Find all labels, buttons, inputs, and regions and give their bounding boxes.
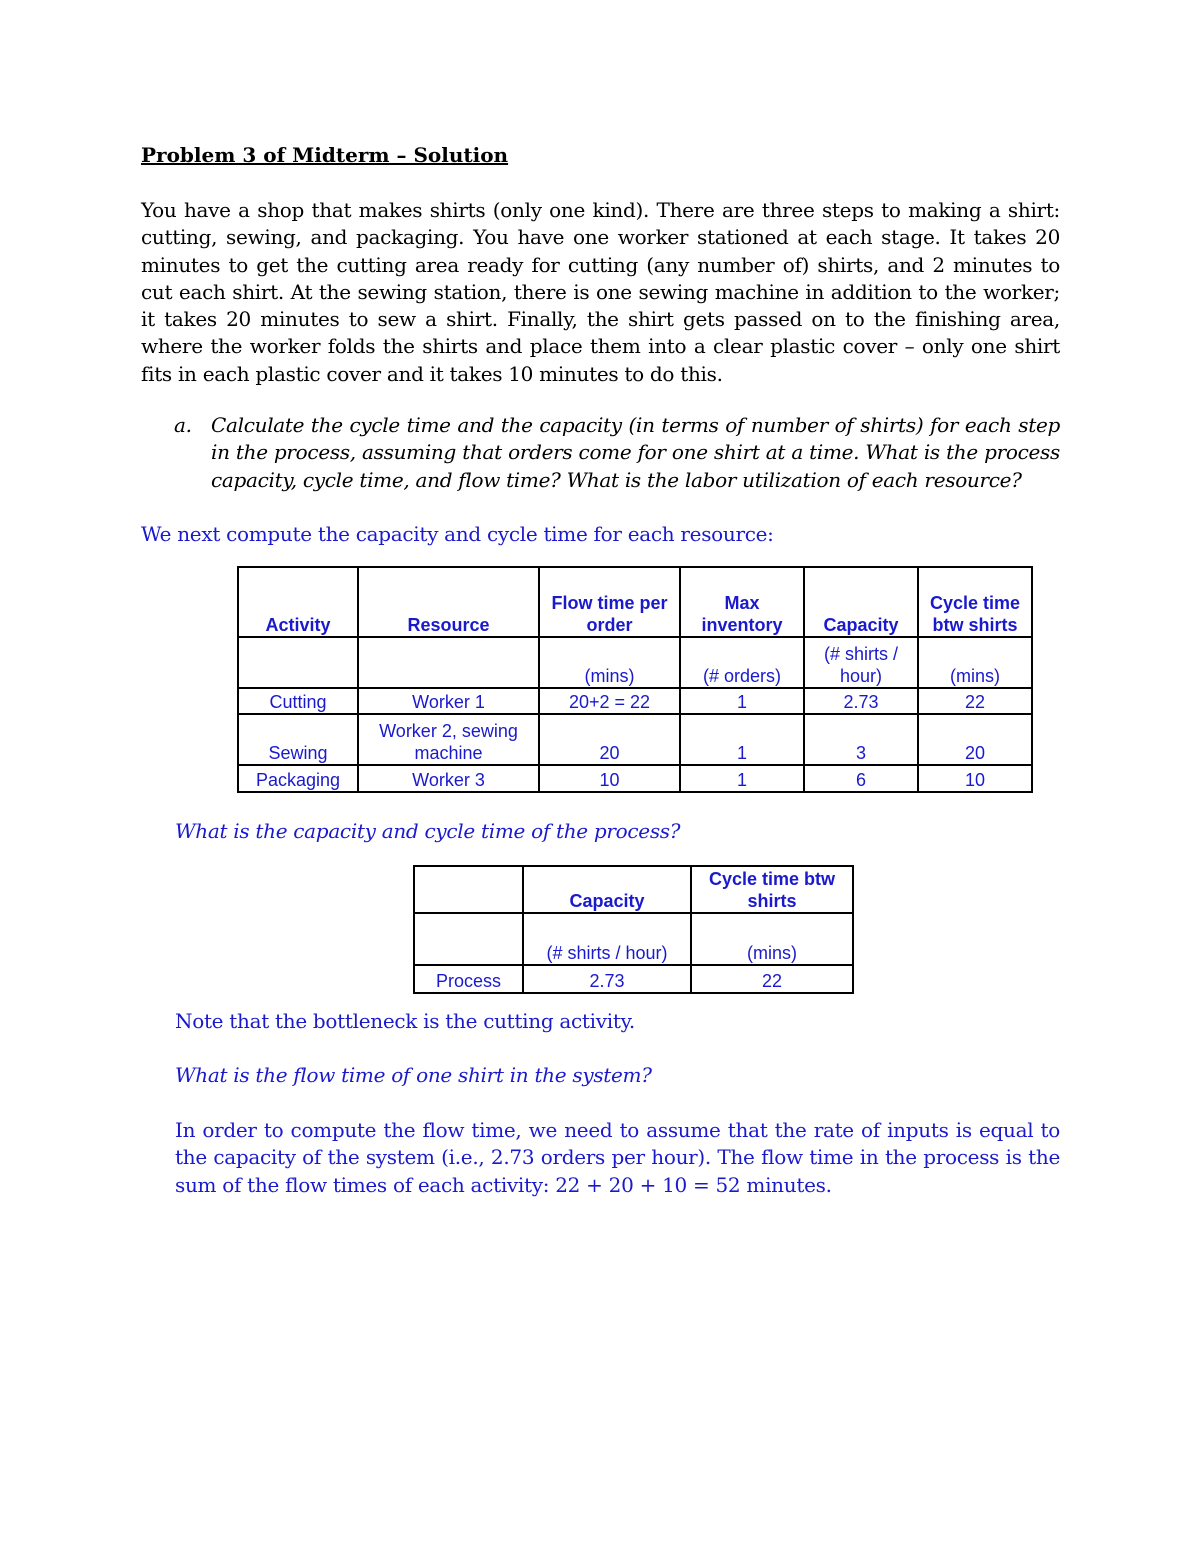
cell: 20 <box>539 714 680 765</box>
table-row <box>238 688 1032 714</box>
cell: Worker 3 <box>358 765 539 792</box>
cell: 10 <box>918 765 1032 792</box>
cell: Worker 2, sewing machine <box>358 714 539 765</box>
cell: 2.73 <box>523 965 691 993</box>
unit-cell <box>238 637 358 688</box>
header-capacity: Capacity <box>523 866 691 913</box>
problem-statement: You have a shop that makes shirts (only one kind). There are three steps to making a shirt: cutting, sewing, and packaging. You have one worker stationed at each stage. It takes 20 minutes to get the cutting area ready for cutting (any number of) shirts, and 2 minutes to cut each shirt. At the sewing station, there is one sewing machine in addition to the worker; it takes 20 minutes to sew a shirt. Finally, the shirt gets passed on to the finishing area, where the worker folds the shirts and place them into a clear plastic cover – only one shirt fits in each plastic cover and it takes 10 minutes to do this. <box>141 198 1060 386</box>
question-process-capacity: What is the capacity and cycle time of the process? <box>175 819 681 843</box>
unit-cell: (# orders) <box>680 637 804 688</box>
answer-intro: We next compute the capacity and cycle time for each resource: <box>141 522 774 546</box>
unit-cell: (mins) <box>918 637 1032 688</box>
table-row <box>238 714 1032 765</box>
header-activity: Activity <box>238 567 358 637</box>
table-row <box>238 765 1032 792</box>
unit-cell: (# shirts / hour) <box>523 913 691 965</box>
cell: 6 <box>804 765 918 792</box>
cell: 3 <box>804 714 918 765</box>
header-capacity: Capacity <box>804 567 918 637</box>
unit-cell: (# shirts / hour) <box>804 637 918 688</box>
header-flow-time: Flow time per order <box>539 567 680 637</box>
cell: 20 <box>918 714 1032 765</box>
cell: Worker 1 <box>358 688 539 714</box>
unit-cell <box>414 913 523 965</box>
cell: 22 <box>691 965 853 993</box>
cell: 1 <box>680 714 804 765</box>
cell: Packaging <box>238 765 358 792</box>
page-title: Problem 3 of Midterm – Solution <box>141 143 509 167</box>
header-blank <box>414 866 523 913</box>
question-a <box>174 412 1060 494</box>
header-resource: Resource <box>358 567 539 637</box>
cell: 20+2 = 22 <box>539 688 680 714</box>
header-max-inventory: Max inventory <box>680 567 804 637</box>
cell: Process <box>414 965 523 993</box>
question-a-marker: a. <box>174 413 192 437</box>
flow-time-answer: In order to compute the flow time, we need to assume that the rate of inputs is equal to the capacity of the system (i.e., 2.73 orders per hour). The flow time in the process is the sum of the flow times of each activity: 22 + 20 + 10 = 52 minutes. <box>175 1118 1060 1197</box>
cell: 1 <box>680 765 804 792</box>
table-row <box>414 965 853 993</box>
cell: Sewing <box>238 714 358 765</box>
question-a-text: Calculate the cycle time and the capacity (in terms of number of shirts) for each step in the process, assuming that orders come for one shirt at a time. What is the process capacity, cycle time, and flow time? What is the labor utilization of each resource? <box>211 413 1060 492</box>
cell: 10 <box>539 765 680 792</box>
unit-cell: (mins) <box>539 637 680 688</box>
cell: 1 <box>680 688 804 714</box>
cell: 2.73 <box>804 688 918 714</box>
header-cycle-time: Cycle time btw shirts <box>691 866 853 913</box>
unit-cell: (mins) <box>691 913 853 965</box>
bottleneck-note: Note that the bottleneck is the cutting activity. <box>175 1009 635 1033</box>
cell: Cutting <box>238 688 358 714</box>
header-cycle-time: Cycle time btw shirts <box>918 567 1032 637</box>
resource-table <box>237 566 1033 793</box>
unit-cell <box>358 637 539 688</box>
cell: 22 <box>918 688 1032 714</box>
question-flow-time: What is the flow time of one shirt in the system? <box>175 1063 652 1087</box>
process-table <box>413 865 854 994</box>
